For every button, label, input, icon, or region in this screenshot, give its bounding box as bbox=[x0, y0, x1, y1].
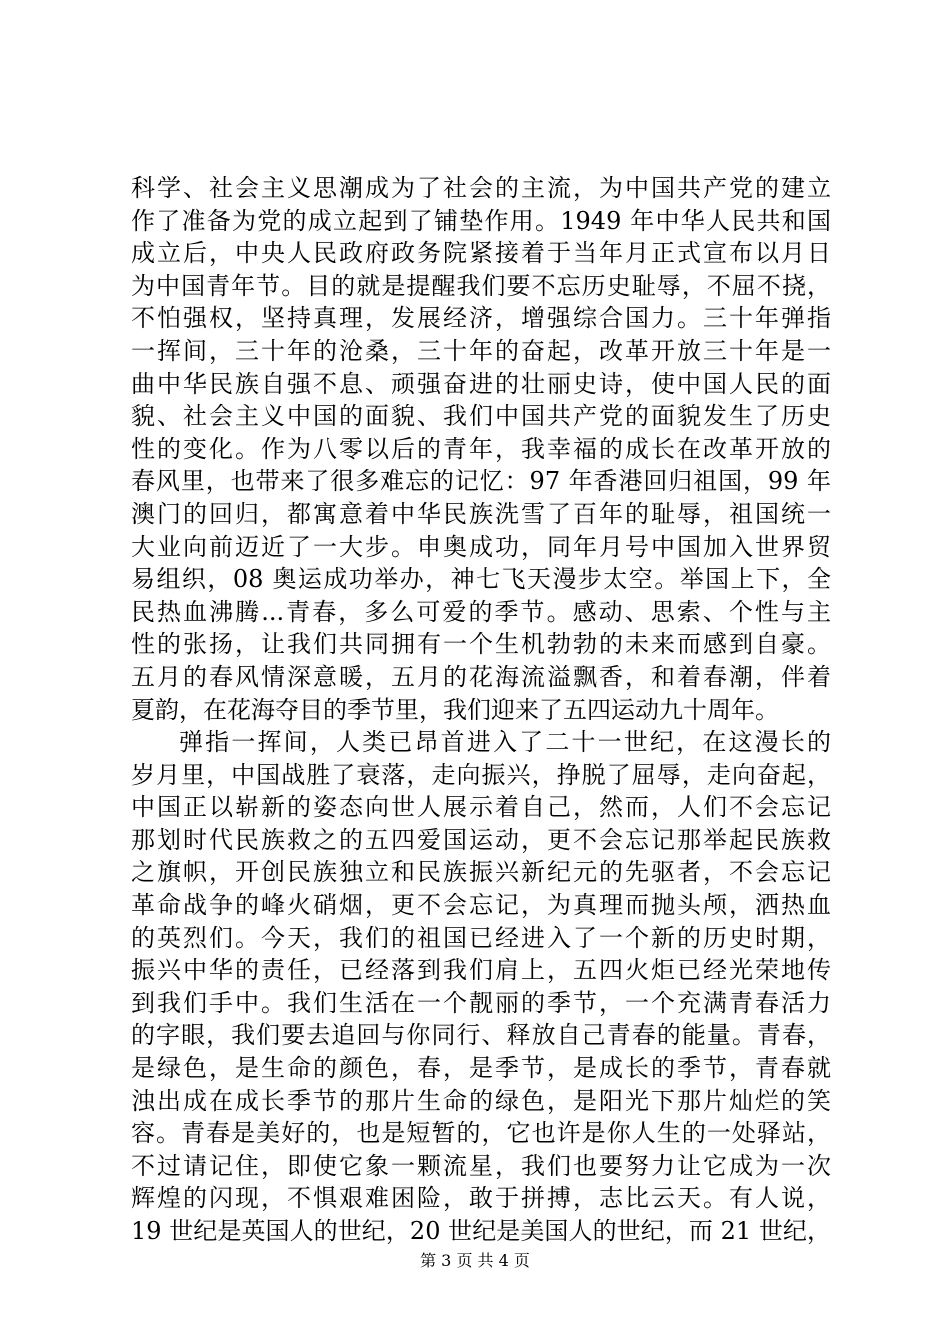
text-line: 的英烈们。今天，我们的祖国已经进入了一个新的历史时期， bbox=[131, 923, 831, 952]
text-line: 为中国青年节。目的就是提醒我们要不忘历史耻辱，不屈不挠， bbox=[131, 271, 831, 300]
text-line: 成立后，中央人民政府政务院紧接着于当年月正式宣布以月日 bbox=[131, 239, 831, 268]
text-line: 之旗帜，开创民族独立和民族振兴新纪元的先驱者，不会忘记 bbox=[131, 858, 831, 887]
text-line: 不怕强权，坚持真理，发展经济，增强综合国力。三十年弹指 bbox=[131, 304, 831, 333]
text-line: 一挥间，三十年的沧桑，三十年的奋起，改革开放三十年是一 bbox=[131, 336, 831, 365]
text-line: 貌、社会主义中国的面貌、我们中国共产党的面貌发生了历史 bbox=[131, 402, 831, 431]
text-line: 弹指一挥间，人类已昂首进入了二十一世纪，在这漫长的 bbox=[179, 728, 831, 757]
text-line: 的字眼，我们要去追回与你同行、释放自己青春的能量。青春， bbox=[131, 1021, 831, 1050]
body-text bbox=[131, 172, 831, 1248]
text-line: 民热血沸腾...青春，多么可爱的季节。感动、思索、个性与主 bbox=[131, 597, 831, 626]
text-line: 春风里，也带来了很多难忘的记忆：97 年香港回归祖国，99 年 bbox=[131, 467, 831, 496]
text-line: 夏韵，在花海夺目的季节里，我们迎来了五四运动九十周年。 bbox=[131, 695, 779, 724]
text-line: 是绿色，是生命的颜色，春，是季节，是成长的季节，青春就 bbox=[131, 1054, 831, 1083]
text-line: 中国正以崭新的姿态向世人展示着自己，然而，人们不会忘记 bbox=[131, 793, 831, 822]
text-line: 科学、社会主义思潮成为了社会的主流，为中国共产党的建立 bbox=[131, 174, 831, 202]
text-line: 振兴中华的责任，已经落到我们肩上，五四火炬已经光荣地传 bbox=[131, 956, 831, 985]
text-line: 岁月里，中国战胜了衰落，走向振兴，挣脱了屈辱，走向奋起， bbox=[131, 760, 831, 789]
text-line: 易组织，08 奥运成功举办，神七飞天漫步太空。举国上下，全 bbox=[131, 565, 831, 594]
text-line: 性的张扬，让我们共同拥有一个生机勃勃的未来而感到自豪。 bbox=[131, 630, 831, 659]
text-line: 作了准备为党的成立起到了铺垫作用。1949 年中华人民共和国 bbox=[131, 206, 831, 235]
text-line: 大业向前迈近了一大步。申奥成功，同年月号中国加入世界贸 bbox=[131, 532, 831, 561]
text-line: 辉煌的闪现，不惧艰难困险，敢于拼搏，志比云天。有人说， bbox=[131, 1184, 831, 1213]
text-line: 不过请记住，即使它象一颗流星，我们也要努力让它成为一次 bbox=[131, 1151, 831, 1180]
text-line: 五月的春风情深意暖，五月的花海流溢飘香，和着春潮，伴着 bbox=[131, 662, 831, 691]
text-line: 澳门的回归，都寓意着中华民族洗雪了百年的耻辱，祖国统一 bbox=[131, 499, 831, 528]
text-line: 到我们手中。我们生活在一个靓丽的季节，一个充满青春活力 bbox=[131, 988, 831, 1017]
text-line: 曲中华民族自强不息、顽强奋进的壮丽史诗，使中国人民的面 bbox=[131, 369, 831, 398]
page-footer: 第 3 页 共 4 页 bbox=[420, 1251, 530, 1270]
text-line: 革命战争的峰火硝烟，更不会忘记，为真理而抛头颅，洒热血 bbox=[131, 891, 831, 920]
text-line: 性的变化。作为八零以后的青年，我幸福的成长在改革开放的 bbox=[131, 434, 831, 463]
text-line: 那划时代民族救之的五四爱国运动，更不会忘记那举起民族救 bbox=[131, 825, 831, 854]
text-line: 浊出成在成长季节的那片生命的绿色，是阳光下那片灿烂的笑 bbox=[131, 1086, 831, 1115]
text-line: 容。青春是美好的，也是短暂的，它也许是你人生的一处驿站， bbox=[131, 1119, 831, 1148]
text-line: 19 世纪是英国人的世纪，20 世纪是美国人的世纪，而 21 世纪， bbox=[131, 1217, 831, 1245]
